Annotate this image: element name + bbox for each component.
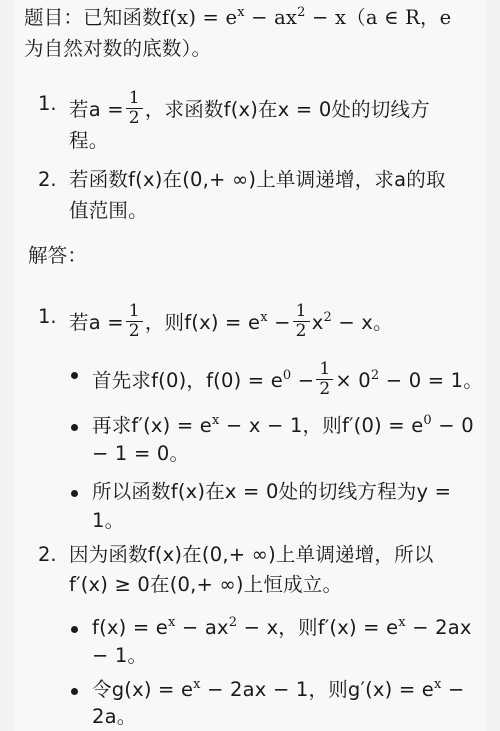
q1-line-2: 程。	[69, 129, 109, 152]
problem-line-2: 为自然对数的底数）。	[24, 37, 212, 60]
a2-line-2: f′(x) ≥ 0在(0,+ ∞)上恒成立。	[69, 573, 343, 596]
q2-line-1: 若函数f(x)在(0,+ ∞)上单调递增，求a的取	[69, 168, 446, 191]
bullet-dot	[71, 626, 78, 633]
a1-fraction-2: $\frac{1}{2}$	[293, 302, 310, 341]
answer-label: 解答：	[28, 244, 88, 267]
q1-line-1: 若a = $\frac{1}{2}$ ，求函数f(x)在x = 0处的切线方	[69, 88, 430, 128]
a1-fraction-1: $\frac{1}{2}$	[126, 302, 143, 341]
a1-bullet-1-fraction: $\frac{1}{2}$	[316, 360, 333, 399]
a2-bullet-1: $f(x) = e^x - ax^2 - x$，则$f'(x) = e^x - 2ax$	[92, 615, 472, 639]
bullet-dot	[71, 490, 78, 497]
a2-bullet-1-cont: − 1。	[92, 644, 148, 667]
q1-number: 1.	[38, 92, 57, 115]
a1-number: 1.	[38, 305, 57, 328]
q2-number: 2.	[38, 168, 57, 191]
a2-line-1: 因为函数f(x)在(0,+ ∞)上单调递增，所以	[69, 543, 434, 566]
a1-bullet-2-cont: − 1 = 0。	[92, 442, 190, 465]
a1-bullet-2: 再求$f'(x) = e^x - x - 1$，则$f'(0) = e^0 - 0$	[92, 413, 474, 437]
document-page	[14, 0, 486, 731]
bullet-dot	[71, 372, 78, 379]
a1-bullet-1: 首先求f(0)，$f(0) = e^0$ − $\frac{1}{2}$ × $0^2 - 0 = 1$。	[92, 359, 483, 399]
bullet-dot	[71, 688, 78, 695]
problem-formula: $f(x) = e^x - ax^2 - x(a$ ∈ R，e	[161, 5, 452, 29]
bullet-dot	[71, 424, 78, 431]
a2-number: 2.	[38, 543, 57, 566]
a1-line: 若a = $\frac{1}{2}$ ，则$f(x) = e^x$ − $\frac{1}{2}$ $x^2 - x$。	[69, 301, 393, 341]
a1-bullet-3: 所以函数f(x)在x = 0处的切线方程为y =	[92, 480, 452, 503]
problem-line-1	[24, 5, 451, 34]
q1-fraction: $\frac{1}{2}$	[126, 89, 143, 128]
a2-bullet-2: 令$g(x) = e^x - 2ax - 1$，则$g'(x) = e^x$ −	[92, 677, 465, 701]
a1-bullet-3-cont: 1。	[92, 509, 125, 532]
a2-bullet-2-cont: 2a。	[92, 705, 137, 728]
q2-line-2: 值范围。	[69, 199, 148, 222]
problem-prefix: 题目：已知函数	[24, 6, 162, 29]
